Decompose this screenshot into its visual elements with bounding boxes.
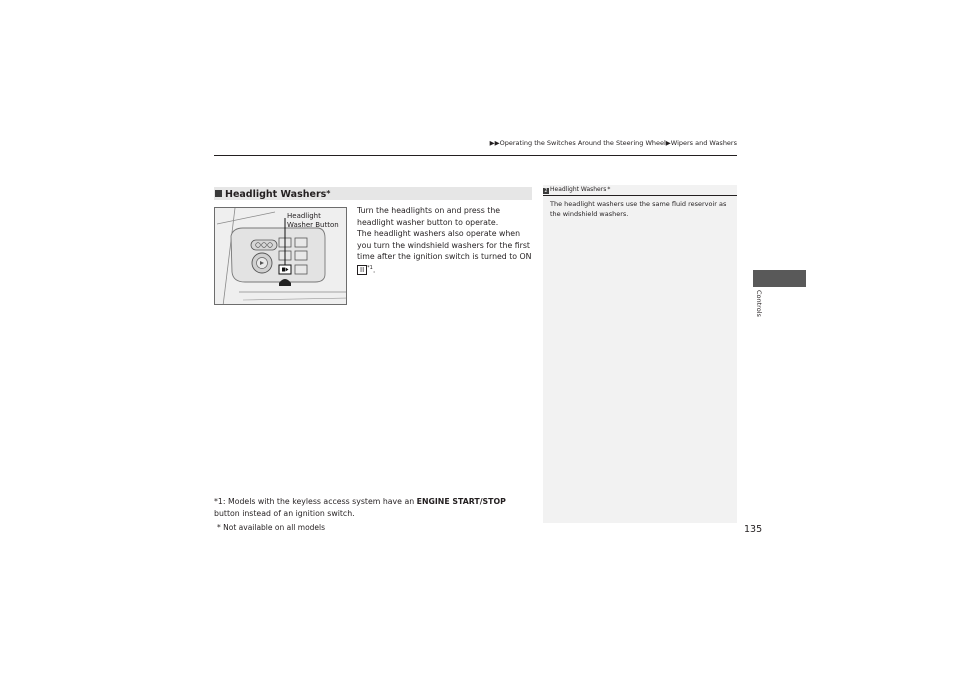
sidebar-note: The headlight washers use the same fluid reservoir as the windshield washers. [550, 200, 727, 218]
chapter-label: Controls [755, 290, 763, 317]
page-number: 135 [744, 524, 763, 535]
breadcrumb-item[interactable]: Wipers and Washers [670, 139, 737, 147]
callout-label: Headlight Washer Button [287, 212, 339, 229]
chapter-tab[interactable] [753, 270, 806, 287]
paragraph: Turn the headlights on and press the headlight washer button to operate. [357, 206, 501, 227]
section-title: Headlight Washers [225, 189, 327, 200]
footnote-ref[interactable]: *1 [367, 264, 373, 271]
sidebar-panel [543, 185, 737, 523]
footnote: *1: Models with the keyless access system have an ENGINE START/STOP button instead of an ignition switch. [214, 497, 506, 518]
availability-note: * Not available on all models [217, 523, 326, 532]
paragraph: The headlight washers also operate when you turn the windshield washers for the first time after the ignition switch is turned to ON II $^{*1}$. [357, 229, 532, 275]
reference-icon: 2 [544, 188, 548, 194]
arrow-icon: ▶ [665, 139, 671, 147]
sidebar-heading [543, 185, 737, 196]
square-bullet-icon [215, 190, 222, 197]
asterisk-mark: * [326, 189, 331, 198]
double-arrow-icon: ▶▶ [489, 139, 500, 147]
header-divider [214, 155, 737, 156]
asterisk-mark: * [607, 186, 611, 193]
breadcrumb [464, 139, 737, 147]
engine-start-stop-label: ENGINE START/STOP [416, 497, 506, 506]
instruction-text [357, 205, 535, 276]
breadcrumb-item[interactable]: Operating the Switches Around the Steering Wheel [499, 139, 666, 147]
sidebar-title[interactable]: Headlight Washers [550, 186, 607, 193]
ignition-on-symbol: II [357, 265, 367, 275]
section-heading [214, 187, 532, 200]
